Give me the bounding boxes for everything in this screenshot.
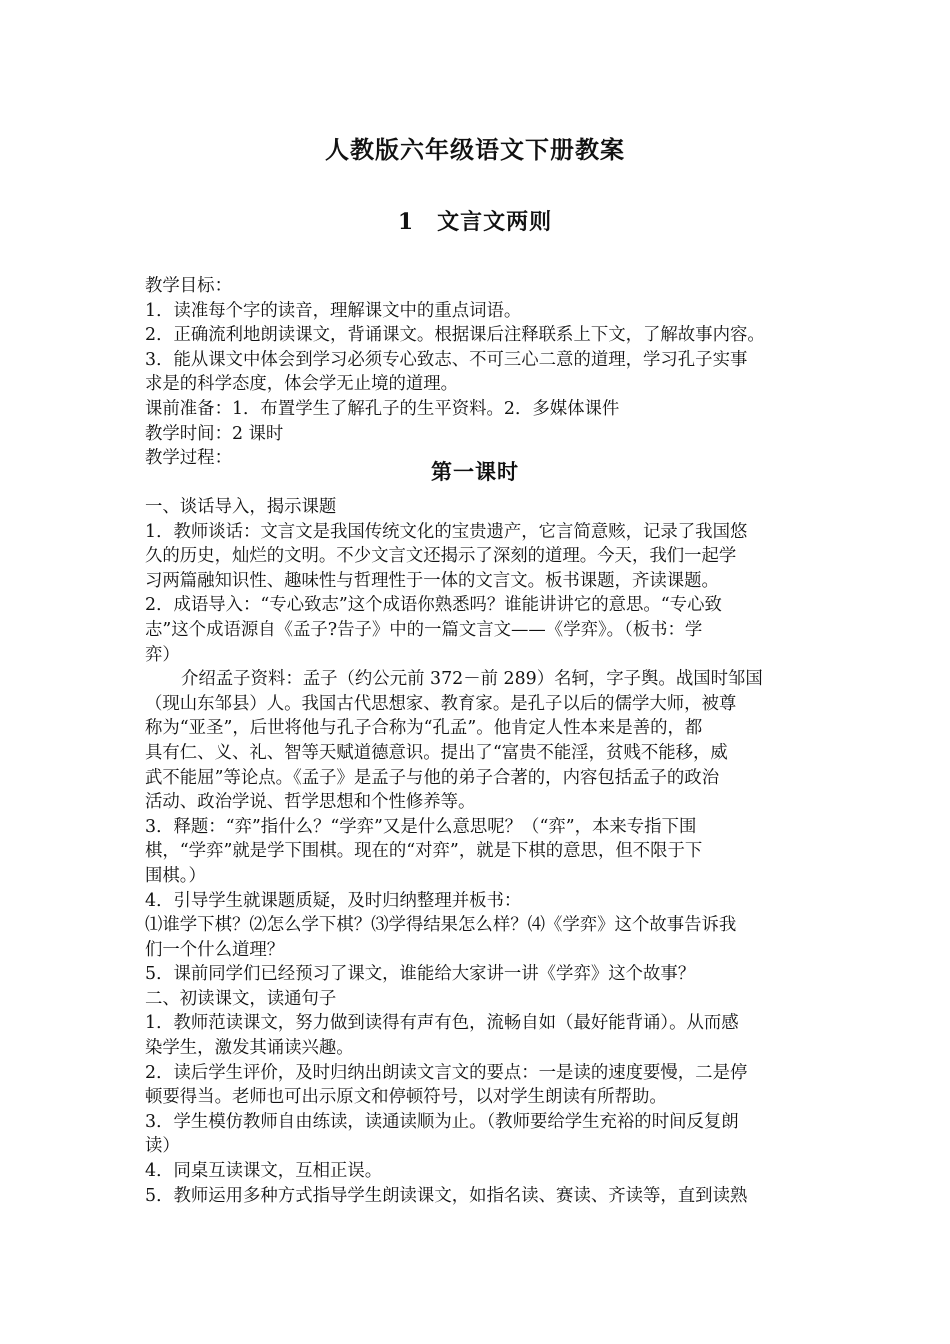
text-line: 具有仁、义、礼、智等天赋道德意识。提出了“富贵不能淫，贫贱不能移，威 xyxy=(145,742,728,763)
text-line: （现山东邹县）人。我国古代思想家、教育家。是孔子以后的儒学大师，被尊 xyxy=(145,693,737,714)
text-line: ⑴谁学下棋？⑵怎么学下棋？⑶学得结果怎么样？⑷《学弈》这个故事告诉我 xyxy=(145,915,737,936)
text-line: 课前准备：1．布置学生了解孔子的生平资料。2．多媒体课件 xyxy=(145,398,620,419)
text-line: 们一个什么道理？ xyxy=(145,939,285,960)
text-line: 弈） xyxy=(145,644,180,665)
text-line: 1．教师范读课文，努力做到读得有声有色，流畅自如（最好能背诵）。从而感 xyxy=(145,1013,739,1034)
intro-section xyxy=(145,274,815,471)
text-line: 习两篇融知识性、趣味性与哲理性于一体的文言文。板书课题，齐读课题。 xyxy=(145,570,719,591)
text-line: 1．教师谈话：文言文是我国传统文化的宝贵遗产，它言简意赅，记录了我国悠 xyxy=(145,521,748,542)
text-line: 5．课前同学们已经预习了课文，谁能给大家讲一讲《学弈》这个故事？ xyxy=(145,964,696,985)
text-line: 武不能屈”等论点。《孟子》是孟子与他的弟子合著的，内容包括孟子的政治 xyxy=(145,767,720,788)
text-line: 久的历史，灿烂的文明。不少文言文还揭示了深刻的道理。今天，我们一起学 xyxy=(145,546,737,567)
lesson-title: 1 文言文两则 xyxy=(397,209,553,235)
document-title: 人教版六年级语文下册教案 xyxy=(325,135,625,164)
text-line: 染学生，激发其诵读兴趣。 xyxy=(145,1038,354,1059)
text-line: 读） xyxy=(145,1136,180,1157)
text-line: 4．引导学生就课题质疑，及时归纳整理并板书： xyxy=(145,890,522,911)
text-line: 教学过程： xyxy=(145,448,232,469)
text-line: 围棋。） xyxy=(145,865,206,886)
lesson-body xyxy=(145,495,815,1208)
text-line: 称为“亚圣”，后世将他与孔子合称为“孔孟”。他肯定人性本来是善的，都 xyxy=(145,718,703,739)
text-line: 2．正确流利地朗读课文，背诵课文。根据课后注释联系上下文，了解故事内容。 xyxy=(145,325,765,346)
text-line: 顿要得当。老师也可出示原文和停顿符号，以对学生朗读有所帮助。 xyxy=(145,1087,667,1108)
text-line: 2．读后学生评价，及时归纳出朗读文言文的要点：一是读的速度要慢，二是停 xyxy=(145,1062,748,1083)
section-title: 第一课时 xyxy=(431,459,519,484)
text-line: 一、谈话导入，揭示课题 xyxy=(145,497,337,517)
text-line: 教学时间：2 课时 xyxy=(145,423,284,444)
text-line: 活动、政治学说、哲学思想和个性修养等。 xyxy=(145,792,476,813)
text-line: 教学目标： xyxy=(145,276,232,296)
text-line: 1．读准每个字的读音，理解课文中的重点词语。 xyxy=(145,300,522,321)
text-line: 3．学生模仿教师自由练读，读通读顺为止。（教师要给学生充裕的时间反复朗 xyxy=(145,1111,739,1132)
text-line: 3．能从课文中体会到学习必须专心致志、不可三心二意的道理，学习孔子实事 xyxy=(145,349,748,370)
text-line: 棋，“学弈”就是学下围棋。现在的“对弈”，就是下棋的意思，但不限于下 xyxy=(145,841,703,862)
text-line: 志”这个成语源自《孟子?告子》中的一篇文言文——《学弈》。（板书：学 xyxy=(145,619,703,640)
text-line: 二、初读课文，读通句子 xyxy=(145,988,337,1009)
text-line: 2．成语导入：“专心致志”这个成语你熟悉吗？谁能讲讲它的意思。“专心致 xyxy=(145,595,722,616)
text-line: 4．同桌互读课文，互相正误。 xyxy=(145,1161,383,1182)
text-line: 3．释题：“弈”指什么？“学弈”又是什么意思呢？（“弈”，本来专指下围 xyxy=(145,816,697,837)
text-line: 5．教师运用多种方式指导学生朗读课文，如指名读、赛读、齐读等，直到读熟 xyxy=(145,1185,748,1206)
text-line: 介绍孟子资料：孟子（约公元前 372－前 289）名轲，字子舆。战国时邹国 xyxy=(181,669,763,690)
text-line: 求是的科学态度，体会学无止境的道理。 xyxy=(145,374,459,395)
